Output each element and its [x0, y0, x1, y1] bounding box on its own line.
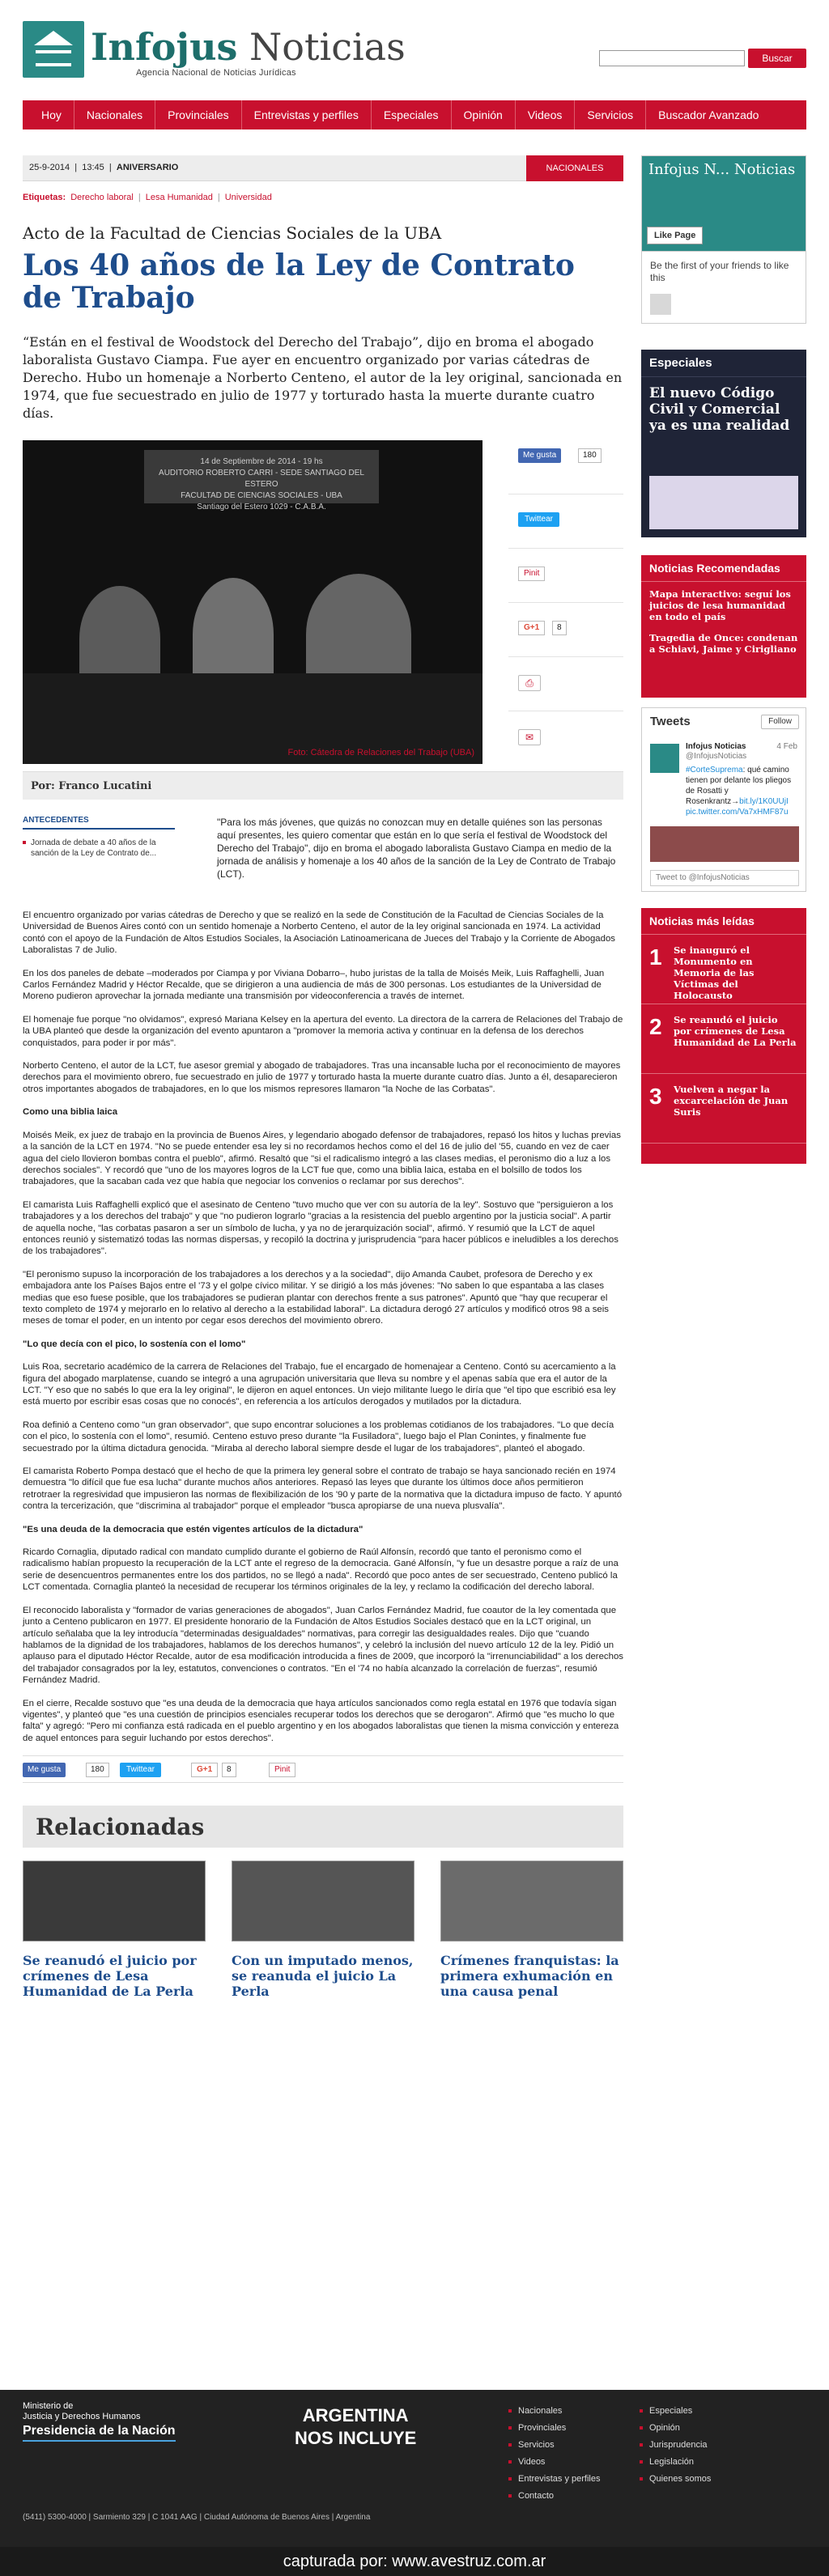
body-subheading: "Es una deuda de la democracia que estén vigentes artículos de la dictadura" — [23, 1524, 363, 1534]
related-list — [23, 1861, 623, 2000]
site-name-bold: Infojus — [91, 25, 238, 69]
pinterest-button[interactable]: Pinit — [269, 1763, 295, 1777]
recommended-item[interactable]: Mapa interactivo: seguí los juicios de lesa humanidad en todo el país — [649, 588, 791, 622]
site-subtitle: Agencia Nacional de Noticias Jurídicas — [136, 68, 296, 78]
footer-ministerio-line: Justicia y Derechos Humanos — [23, 2412, 141, 2421]
article-quote: "Para los más jóvenes, que quizás no conozcan muy en detalle quiénes son las personas aquí presentes, les quiero comentar que están en lo que sería el festival de Woodstock del Derecho del Trabajo", dijo en broma el abogado laboralista Gustavo Ciampa en medio de la jornada de análisis y homenaje a los 40 años de la sanción de la Ley de Contrato de Trabajo (LCT). — [217, 817, 616, 880]
most-read-title-link[interactable]: Vuelven a negar la excarcelación de Juan Suris — [674, 1084, 789, 1118]
footer-links-col2 — [640, 2403, 711, 2488]
article-kicker: Acto de la Facultad de Ciencias Sociales de la UBA — [23, 223, 442, 243]
gplus-count: 8 — [552, 621, 567, 635]
body-paragraph: En los dos paneles de debate –moderados por Ciampa y por Viviana Dobarro–, hubo juristas de la talla de Moisés Meik, Luis Raffaghelli, Juan Carlos Fernández Madrid y Héctor Recalde, que se dirigieron a una audiencia de más de 300 personas. Los estudiantes de la Universidad de Moreno pudieron aprovechar la jornada mediante una transmisión por videoconferencia a través de internet. — [23, 968, 605, 1002]
footer-link[interactable]: Provinciales — [508, 2420, 600, 2437]
nav-item-especiales[interactable]: Especiales — [372, 100, 452, 129]
nav-item-nacionales[interactable]: Nacionales — [74, 100, 155, 129]
photo-banner-line: Santiago del Estero 1029 - C.A.B.A. — [197, 503, 326, 511]
body-paragraph: "El peronismo supuso la incorporación de los trabajadores a los derechos y a la sociedad", dijo Amanda Caubet, profesora de Derecho y ex embajadora ante los Países Bajos entre el '73 y el golpe cívico militar. Y se dirigió a los más jóvenes: "No saben lo que espantaba a las clases medias que eso fuese posible, que los trabajadores se pudieran plantar con derechos frente a sus patrones". Apuntó que "hay que recuperar el texto completo de 1974 y mejorarlo en lo relativo al derecho a la estabilidad laboral". La dictadura derogó 27 artículos y modificó otros 98 a seis meses de tomar el poder, en un intento por cegar esos derechos del movimiento obrero. — [23, 1269, 609, 1326]
related-image[interactable] — [440, 1861, 623, 1942]
gplus-button[interactable]: G+1 — [518, 621, 545, 635]
footer-argentina-logo — [295, 2404, 416, 2450]
site-name-light: Noticias — [249, 25, 406, 69]
antecedente-link[interactable]: Jornada de debate a 40 años de la sanción de la Ley de Contrato de... — [23, 838, 175, 859]
footer-ministerio — [23, 2401, 141, 2422]
recommended-title: Noticias Recomendadas — [641, 555, 806, 582]
body-paragraph: El camarista Roberto Pompa destacó que el hecho de que la primera ley general sobre el contrato de trabajo se haya sancionado recién en 1974 demuestra "lo difícil que fue esa lucha" durante muchos años anteriores. Repasó las leyes que durante los últimos doce años permitieron retrotraer la regresividad que impusieron las normas de flexibilización de los '90 y parte de la normativa que la dictadura impuso de facto. Y apuntó contra la tercerización, que "discrimina al trabajador" porque el empleador "busca apropiarse de una nueva plusvalía". — [23, 1466, 623, 1512]
footer-link[interactable]: Jurisprudencia — [640, 2437, 711, 2454]
footer-link[interactable]: Contacto — [508, 2488, 600, 2505]
gplus-count: 8 — [222, 1763, 236, 1777]
especiales-image — [649, 476, 798, 529]
tag-link[interactable]: Derecho laboral — [70, 193, 134, 202]
twitter-share-button[interactable]: Twittear — [120, 1763, 161, 1777]
article-lead: “Están en el festival de Woodstock del Derecho del Trabajo”, dijo en broma el abogado laboralista Gustavo Ciampa. Fue ayer en encuentro organizado por varias cátedras de Derecho. Hubo un homenaje a Norberto Centeno, el autor de la ley original, sancionada en 1974, que fue secuestrado en julio de 1977 y torturado hasta la muerte durante cuatro días. — [23, 334, 623, 421]
related-item[interactable] — [23, 1861, 206, 1999]
tag-separator: | — [217, 193, 220, 202]
tweet-link[interactable]: bit.ly/1K0UUjI pic.twitter.com/Va7xHMF87u — [686, 797, 789, 817]
body-paragraph: El homenaje fue porque "no olvidamos", expresó Mariana Kelsey en la apertura del evento. La directora de la carrera de Relaciones del Trabajo de la UBA planteó que desde la organización del evento apuntaron a "promover la memoria activa y continuar en la defensa de los derechos conquistados, para poder ir por más". — [23, 1014, 623, 1048]
footer-link[interactable]: Opinión — [640, 2420, 711, 2437]
footer-link[interactable]: Quienes somos — [640, 2471, 711, 2488]
most-read-item[interactable] — [641, 935, 806, 1004]
nav-item-videos[interactable]: Videos — [516, 100, 576, 129]
site-logo-text[interactable] — [91, 25, 406, 69]
tags-label: Etiquetas: — [23, 193, 66, 202]
tweet-author-handle: @InfojusNoticias — [686, 752, 747, 761]
nav-item-servicios[interactable]: Servicios — [575, 100, 646, 129]
facebook-page-title: Infojus N... Noticias — [648, 161, 796, 178]
article-main — [23, 155, 623, 2000]
tweet-text — [686, 765, 799, 817]
photo-caption: Foto: Cátedra de Relaciones del Trabajo (UBA) — [287, 748, 474, 758]
related-item-title[interactable]: Con un imputado menos, se reanuda el juicio La Perla — [232, 1953, 414, 2000]
facebook-like-count: 180 — [578, 448, 602, 463]
share-item-twitter — [508, 494, 623, 549]
footer-argentina-line: ARGENTINA — [302, 2405, 409, 2425]
body-paragraph: Luis Roa, secretario académico de la carrera de Relaciones del Trabajo, fue el encargado de homenajear a Centeno. Contó su acercamiento a la figura del abogado marplatense, cuando se integró a una agrupación universitaria que lleva su nombre y el apenas sabía que era el autor de la LCT. "Y eso que no sabés lo que era la ley original", le dijeron en aquel entonces. Un viejo militante luego le diría que "el tipo que escribió esa ley está muerto por escribir esas cosas que no conocés", en referencia a los artículos derogados y mutilados por la dictadura. — [23, 1362, 616, 1407]
article-title: Los 40 años de la Ley de Contrato de Trabajo — [23, 248, 575, 315]
search-input[interactable] — [599, 50, 745, 66]
nav-item-provinciales[interactable]: Provinciales — [155, 100, 241, 129]
share-bar-bottom — [23, 1755, 623, 1783]
site-footer — [0, 2390, 829, 2547]
antecedentes-title: ANTECEDENTES — [23, 816, 175, 830]
main-nav — [23, 100, 806, 129]
related-image[interactable] — [232, 1861, 414, 1942]
body-paragraph: En el cierre, Recalde sostuvo que "es una deuda de la democracia que haya artículos sancionados como regla estatal en 1976 que todavía sigan vigentes", y planteó que "es una cuestión de principios esenciales recuperar todos los derechos que se derogaron". Afirmó que "es mucho lo que falta" y agregó: "Pero mi confianza está radicada en el pueblo argentino y en los abogados laboralistas que tienen la misma convicción y entereza de aquel entonces para seguir luchando por estos derechos". — [23, 1698, 619, 1743]
body-subheading: "Lo que decía con el pico, lo sostenía con el lomo" — [23, 1339, 246, 1349]
footer-argentina-line: NOS INCLUYE — [295, 2428, 417, 2448]
tweet-reply-input[interactable]: Tweet to @InfojusNoticias — [650, 870, 799, 886]
intro-section — [23, 816, 623, 902]
facebook-like-page-button[interactable]: Like Page — [647, 227, 703, 244]
photo-banner-line: 14 de Septiembre de 2014 - 19 hs — [200, 457, 323, 466]
tag-link[interactable]: Universidad — [224, 193, 272, 202]
article-photo[interactable] — [23, 440, 483, 764]
nav-item-entrevistas-y-perfiles[interactable]: Entrevistas y perfiles — [242, 100, 372, 129]
article-meta-bar — [23, 155, 623, 181]
recommended-box — [641, 555, 806, 698]
photo-banner-line: FACULTAD DE CIENCIAS SOCIALES - UBA — [181, 491, 342, 500]
antecedentes-list — [23, 838, 175, 859]
share-item-facebook — [508, 440, 623, 494]
photo-banner-line: AUDITORIO ROBERTO CARRI - SEDE SANTIAGO DEL ESTERO — [159, 469, 364, 489]
most-read-title: Noticias más leídas — [641, 908, 806, 935]
pinterest-button[interactable]: Pinit — [518, 567, 545, 581]
gplus-button[interactable]: G+1 — [191, 1763, 218, 1777]
most-read-item[interactable] — [641, 1074, 806, 1144]
article-date: 25-9-2014 — [29, 163, 70, 172]
especiales-box[interactable] — [641, 350, 806, 537]
article-meta: 25-9-2014 | 13:45 | ANIVERSARIO — [29, 163, 179, 172]
footer-link[interactable]: Entrevistas y perfiles — [508, 2471, 600, 2488]
footer-ministerio-line: Ministerio de — [23, 2401, 74, 2411]
share-item-print — [508, 657, 623, 711]
footer-link[interactable]: Videos — [508, 2454, 600, 2471]
nav-item-buscador-avanzado[interactable]: Buscador Avanzado — [658, 108, 759, 121]
facebook-like-button[interactable]: Me gusta — [23, 1763, 66, 1777]
photo-banner-text — [144, 450, 379, 511]
article-section-tag: ANIVERSARIO — [116, 163, 179, 172]
share-item-gplus — [508, 603, 623, 657]
nav-item-opini-n[interactable]: Opinión — [452, 100, 516, 129]
facebook-friends-text: Be the first of your friends to like this — [650, 260, 789, 283]
article-body — [23, 910, 623, 1744]
most-read-item[interactable] — [641, 1004, 806, 1074]
related-item[interactable] — [440, 1861, 623, 1999]
related-item-title[interactable]: Crímenes franquistas: la primera exhumación en una causa penal — [440, 1953, 619, 2000]
especiales-item-title[interactable]: El nuevo Código Civil y Comercial ya es una realidad — [649, 385, 790, 434]
body-paragraph: Roa definió a Centeno como "un gran observador", que supo encontrar soluciones a los problemas cotidianos de los trabajadores. "Lo que decía con el pico, lo sostenía con el lomo", resumió. Centeno estuvo preso durante "la Fusiladora", luego bajo el Plan Conintes, y finalmente fue secuestrado por la última dictadura genocida. "Miraba al derecho laboral siempre desde el lugar de los trabajadores", planteó el abogado. — [23, 1420, 614, 1454]
twitter-follow-button[interactable]: Follow — [761, 715, 799, 729]
tweet-hashtag[interactable]: #CorteSuprema — [686, 766, 743, 774]
footer-links-col1 — [508, 2403, 600, 2505]
tag-link[interactable]: Lesa Humanidad — [145, 193, 213, 202]
most-read-box — [641, 908, 806, 1164]
site-header — [0, 0, 829, 95]
footer-link[interactable]: Legislación — [640, 2454, 711, 2471]
footer-link[interactable]: Especiales — [640, 2403, 711, 2420]
email-icon[interactable]: ✉ — [518, 729, 541, 745]
media-section — [23, 440, 623, 772]
search-button[interactable]: Buscar — [748, 49, 806, 68]
recommended-item[interactable]: Tragedia de Once: condenan a Schiavi, Jaime y Cirigliano — [649, 632, 798, 655]
share-item-pinterest — [508, 549, 623, 603]
most-read-number: 2 — [649, 1014, 662, 1039]
avatar — [650, 744, 679, 773]
twitter-widget — [641, 707, 806, 892]
footer-presidencia: Presidencia de la Nación — [23, 2424, 176, 2442]
facebook-like-count: 180 — [86, 1763, 109, 1777]
body-paragraph: El reconocido laboralista y "formador de varias generaciones de abogados", Juan Carlos Fernández Madrid, fue coautor de la ley comentada que junto a Centeno publicaron en 1977. El presidente honorario de la Fundación de Altos Estudios Sociales destacó que en la LCT original, un artículo señalaba que la ley introducía "determinadas desigualdades" normativas, para corregir las desigualdades reales. Dijo que "cuando hablamos de la dignidad de los trabajadores, hablamos de los derechos humanos", y celebró la inclusión del nuevo artículo 12 de la ley. Pidió un aplauso para el diputado Héctor Recalde, autor de esa modificación introducida a fines de 2009, que incorporó la "irrenunciabilidad" a los derechos del trabajador consagrados por la ley, estatutos, convenciones o contratos. "En el '74 no había alcanzado la correlación de fuerzas", resumió Fernández Madrid. — [23, 1605, 623, 1686]
most-read-title-link[interactable]: Se reanudó el juicio por crímenes de Lesa Humanidad de La Perla — [674, 1014, 797, 1048]
most-read-number: 3 — [649, 1084, 662, 1109]
most-read-title-link[interactable]: Se inauguró el Monumento en Memoria de las Víctimas del Holocausto — [674, 944, 755, 1001]
related-title: Relacionadas — [23, 1806, 623, 1848]
capture-watermark: capturada por: www.avestruz.com.ar — [0, 2547, 829, 2576]
footer-link[interactable]: Nacionales — [508, 2403, 600, 2420]
facebook-like-button[interactable]: Me gusta — [518, 448, 561, 463]
body-paragraph: Ricardo Cornaglia, diputado radical con mandato cumplido durante el gobierno de Raúl Alfonsín, recordó que tanto el peronismo como el radicalismo habían propuesto la recuperación de la LCT ante el regreso de la democracia. Gané Alfonsín, "y fue un desastre porque a raíz de una serie de desencuentros permanentes entre los dos partidos, no se llegó a nada". Recordó que poco antes de ser secuestrado, Centeno publicó la LCT comentada. Cornaglia planteó la necesidad de recuperar los términos originales de la ley, y reclamo la codificación del derecho laboral. — [23, 1547, 619, 1593]
logo-icon[interactable] — [23, 21, 84, 78]
footer-link[interactable]: Servicios — [508, 2437, 600, 2454]
twitter-share-button[interactable]: Twittear — [518, 512, 559, 527]
footer-address: (5411) 5300-4000 | Sarmiento 329 | C 1041 AAG | Ciudad Autónoma de Buenos Aires | Argentina — [23, 2513, 371, 2522]
facebook-widget — [641, 155, 806, 324]
share-item-email — [508, 711, 623, 766]
nav-item-hoy[interactable]: Hoy — [29, 100, 74, 129]
body-paragraph: Moisés Meik, ex juez de trabajo en la provincia de Buenos Aires, y legendario abogado defensor de trabajadores, repasó los hitos y luchas previas a la sanción de la LCT en 1974. "No se puede entender esa ley si no recordamos hechos como el del 16 de julio del '55, cuando en vez de caer agua del cielo llovieron bombas contra el pueblo", afirmó. Resaltó que "si el radicalismo integró a las clases medias, el peronismo dio a luz a los derechos sociales". Y recordó que "uno de los mayores logros de la LCT fue que, como una biblia laica, estaba en el bolsillo de todos los trabajadores, que la sacaban cada vez que había que negociar los convenios o reclamar por sus derechos". — [23, 1130, 621, 1187]
article-author: Por: Franco Lucatini — [23, 772, 623, 800]
avatar — [650, 294, 671, 315]
related-item[interactable] — [232, 1861, 414, 1999]
body-paragraph: El camarista Luis Raffaghelli explicó que el asesinato de Centeno "tuvo mucho que ver con su autoría de la ley". Sostuvo que "persiguieron a los trabajadores y a los derechos del trabajo" y que "no pudieron lograrlo "gracias a la resistencia del pueblo argentino por la justicia social". A partir de aquella noche, "las corbatas pasaron a ser un símbolo de lucha, y ya no de jerarquización social", afirmó. Y resumió que la LCT de aquel entonces reunió y sistematizó todas las normas dispersas, y recopiló la doctrina y jurisprudencia "para hacer públicos e ineludibles a los derechos de los trabajadores". — [23, 1199, 619, 1257]
body-paragraph: El encuentro organizado por varias cátedras de Derecho y que se realizó en la sede de Constitución de la Facultad de Ciencias Sociales de la Universidad de Buenos Aires contó con un sentido homenaje a Norberto Centeno, el autor de la ley original sancionada en 1974. La actividad contó con el apoyo de la Fundación de Altos Estudios Sociales, la Asociación Latinoamericana de Jueces del Trabajo y la Corriente de Abogados Laboralistas 7 de Julio. — [23, 910, 615, 956]
article-time: 13:45 — [82, 163, 104, 172]
tweet-image[interactable] — [650, 826, 799, 862]
most-read-number: 1 — [649, 944, 662, 970]
tweet-body: : qué camino tienen por delante los pliegos de Rosatti y Rosenkrantz→ — [686, 766, 792, 806]
tweet-author-name[interactable]: Infojus Noticias — [686, 742, 746, 751]
tweets-title: Tweets — [650, 715, 691, 728]
print-icon[interactable]: ⎙ — [518, 675, 541, 691]
related-image[interactable] — [23, 1861, 206, 1942]
tags-row — [23, 193, 623, 202]
facebook-widget-header[interactable] — [642, 156, 806, 252]
especiales-title: Especiales — [641, 350, 806, 377]
related-item-title[interactable]: Se reanudó el juicio por crímenes de Lesa Humanidad de La Perla — [23, 1953, 197, 2000]
body-subheading: Como una biblia laica — [23, 1107, 118, 1118]
sidebar — [641, 155, 806, 1164]
body-paragraph: Norberto Centeno, el autor de la LCT, fue asesor gremial y abogado de trabajadores. Tras una incansable lucha por el reconocimiento de mayores derechos para el movimiento obrero, fue secuestrado en julio de 1977 y torturado hasta la muerte durante cuatro días. Junto a él, desaparecieron otros importantes abogados de trabajadores, en lo que los mismos represores llamaron "la Noche de las Corbatas". — [23, 1061, 621, 1094]
share-column — [508, 440, 623, 766]
tag-separator: | — [138, 193, 141, 202]
antecedentes-box — [23, 816, 175, 859]
category-badge[interactable]: NACIONALES — [526, 155, 623, 181]
tweet-time: 4 Feb — [776, 742, 797, 751]
